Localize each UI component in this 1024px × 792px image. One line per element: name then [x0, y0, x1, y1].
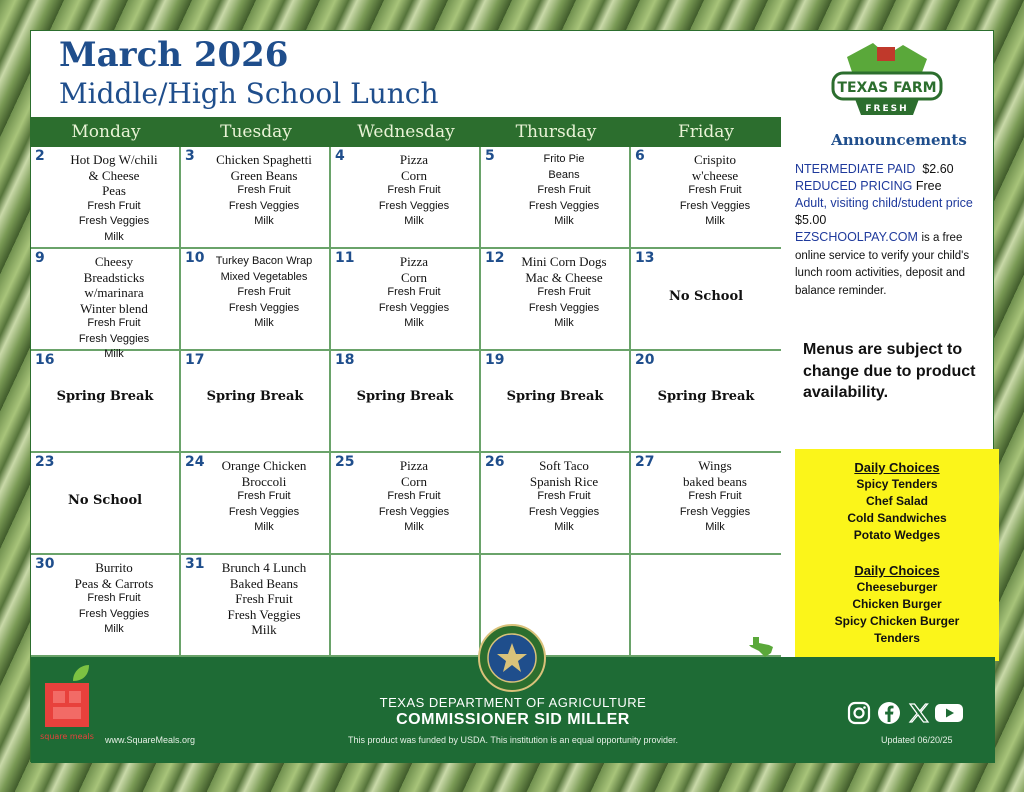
menu-item: Fresh Veggies — [228, 301, 300, 314]
menu-item: Fresh Fruit — [87, 592, 141, 604]
day-cell — [31, 351, 181, 453]
menu-item: Turkey Bacon Wrap — [215, 255, 313, 267]
spring-break-label: Spring Break — [506, 389, 604, 404]
menu-item: Fresh Fruit — [235, 591, 293, 606]
day-cell — [481, 453, 631, 555]
menu-item: Spanish Rice — [529, 473, 599, 489]
day-number: 12 — [485, 250, 505, 266]
adult-label: Adult, visiting child/student price — [795, 196, 973, 210]
day-cell — [481, 351, 631, 453]
menu-item: Burrito — [95, 560, 133, 575]
menu-item: Fresh Fruit — [537, 184, 591, 196]
menu-item: Fresh Veggies — [228, 505, 300, 518]
menu-item: Green Beans — [230, 167, 298, 183]
menu-item: w/marinara — [84, 285, 144, 300]
weekday-wednesday: Wednesday — [357, 122, 455, 142]
menu-item: Mac & Cheese — [525, 269, 603, 285]
daily-choices-heading: Daily Choices — [854, 460, 940, 475]
daily-choices-heading: Daily Choices — [854, 563, 940, 578]
weekday-monday: Monday — [71, 122, 141, 142]
menu-item: Fresh Fruit — [688, 490, 742, 502]
menu-item: Fresh Fruit — [688, 184, 742, 196]
svg-text:square meals: square meals — [40, 732, 94, 741]
daily-choice-item: Cold Sandwiches — [847, 511, 947, 525]
menu-item: Pizza — [399, 254, 429, 269]
menu-items — [503, 254, 625, 332]
spring-break-label: Spring Break — [657, 389, 755, 404]
day-number: 25 — [335, 454, 355, 470]
intermediate-label: NTERMEDIATE PAID — [795, 162, 916, 176]
day-number: 16 — [35, 352, 55, 368]
day-cell — [631, 249, 781, 351]
menu-item: Crispito — [694, 152, 736, 167]
day-number: 6 — [635, 148, 645, 164]
menu-item: Fresh Veggies — [679, 505, 751, 518]
instagram-icon[interactable] — [847, 701, 871, 725]
menu-item: Milk — [554, 317, 574, 329]
day-cell — [181, 351, 331, 453]
menu-item: Winter blend — [80, 300, 148, 316]
menu-items — [503, 152, 625, 230]
day-number: 20 — [635, 352, 655, 368]
day-number: 27 — [635, 454, 655, 470]
footer — [31, 657, 995, 763]
texas-state-icon — [747, 635, 775, 659]
menu-item: Fresh Veggies — [78, 332, 150, 345]
squaremeals-url[interactable]: www.SquareMeals.org — [105, 735, 196, 745]
day-cell — [331, 453, 481, 555]
menu-item: Milk — [705, 215, 725, 227]
day-cell — [181, 249, 331, 351]
day-number: 4 — [335, 148, 345, 164]
reduced-label: REDUCED PRICING — [795, 179, 913, 193]
agency-name: TEXAS DEPARTMENT OF AGRICULTURE — [379, 695, 647, 710]
adult-price: $5.00 — [795, 213, 827, 227]
menu-item: Fresh Veggies — [378, 505, 450, 518]
menu-item: Fresh Fruit — [87, 199, 141, 212]
day-cell — [31, 555, 181, 657]
x-icon[interactable] — [907, 701, 931, 725]
menu-item: Pizza — [399, 458, 429, 473]
menu-item: Frito Pie — [543, 153, 585, 165]
menu-item: Breadsticks — [83, 269, 145, 285]
menu-items — [653, 152, 777, 230]
menu-item: Corn — [401, 167, 427, 183]
no-school-label: No School — [668, 289, 744, 304]
menu-item: Milk — [404, 317, 424, 329]
menu-item: Chicken Spaghetti — [216, 152, 312, 167]
spring-break-label: Spring Break — [206, 389, 304, 404]
menu-items — [653, 458, 777, 536]
day-number: 18 — [335, 352, 355, 368]
reduced-value: Free — [915, 179, 942, 193]
svg-text:TEXAS FARM: TEXAS FARM — [837, 80, 937, 96]
facebook-icon[interactable] — [877, 701, 901, 725]
menu-item: Fresh Fruit — [387, 286, 441, 298]
menu-items — [503, 458, 625, 536]
menu-item: Fresh Veggies — [228, 199, 300, 212]
menu-item: Peas — [102, 183, 126, 198]
day-cell — [481, 147, 631, 249]
menu-item: Fresh Veggies — [528, 301, 600, 314]
day-cell — [331, 147, 481, 249]
daily-choice-item: Spicy Chicken Burger — [834, 614, 960, 628]
menu-item: Fresh Veggies — [78, 607, 150, 620]
day-cell — [331, 555, 481, 657]
menu-item: Milk — [104, 348, 124, 360]
day-cell — [181, 453, 331, 555]
menu-item: Pizza — [399, 152, 429, 167]
menu-item: Fresh Veggies — [528, 505, 600, 518]
day-cell — [631, 147, 781, 249]
menu-item: Fresh Veggies — [227, 606, 301, 622]
menu-items — [203, 560, 325, 638]
menu-items — [203, 458, 325, 536]
day-cell — [631, 351, 781, 453]
day-cell — [31, 147, 181, 249]
calendar-grid — [31, 147, 781, 657]
menu-item: Baked Beans — [229, 575, 299, 591]
day-number: 3 — [185, 148, 195, 164]
menu-item: Cheesy — [94, 254, 134, 269]
menu-item: Milk — [554, 215, 574, 227]
commissioner-name: COMMISSIONER SID MILLER — [396, 711, 630, 728]
menu-items — [53, 254, 175, 363]
daily-choice-item: Spicy Tenders — [856, 477, 938, 491]
menu-item: Fresh Veggies — [528, 199, 600, 212]
announcements-title: Announcements — [831, 131, 967, 149]
menu-item: w'cheese — [691, 167, 739, 183]
menu-item: Brunch 4 Lunch — [221, 560, 307, 575]
weekday-header — [31, 117, 781, 147]
youtube-icon[interactable] — [937, 701, 961, 725]
day-number: 2 — [35, 148, 45, 164]
menu-item: Orange Chicken — [221, 458, 307, 473]
menu-item: Fresh Fruit — [237, 490, 291, 502]
menu-item: Milk — [254, 215, 274, 227]
funding-disclaimer: This product was funded by USDA. This institution is an equal opportunity provider. — [347, 735, 678, 745]
day-number: 31 — [185, 556, 205, 572]
daily-choices-box — [795, 449, 999, 661]
day-cell — [631, 453, 781, 555]
menu-items — [203, 254, 325, 332]
lunch-menu-page — [30, 30, 994, 762]
day-number: 24 — [185, 454, 205, 470]
menu-item: Milk — [104, 623, 124, 635]
daily-choice-item: Cheeseburger — [856, 580, 938, 594]
day-number: 26 — [485, 454, 505, 470]
menu-item: Broccoli — [241, 473, 287, 489]
menu-item: Fresh Fruit — [537, 286, 591, 298]
menu-item: Fresh Fruit — [387, 490, 441, 502]
menu-item: Milk — [104, 230, 124, 243]
daily-choice-item: Potato Wedges — [853, 528, 941, 542]
page-title: March 2026 — [59, 35, 289, 75]
day-cell — [31, 453, 181, 555]
updated-date: Updated 06/20/25 — [881, 735, 953, 745]
menu-item: Milk — [705, 521, 725, 533]
menu-item: Mixed Vegetables — [220, 270, 308, 283]
weekday-friday: Friday — [678, 122, 734, 142]
menu-items — [203, 152, 325, 230]
menu-item: Beans — [548, 168, 580, 181]
svg-text:FRESH: FRESH — [865, 104, 909, 114]
day-number: 5 — [485, 148, 495, 164]
menu-item: Milk — [404, 521, 424, 533]
day-number: 30 — [35, 556, 55, 572]
menu-item: Milk — [251, 622, 277, 637]
menu-item: Fresh Veggies — [78, 215, 150, 227]
menu-change-note: Menus are subject to change due to product availability. — [803, 341, 976, 401]
menu-item: Milk — [254, 317, 274, 329]
menu-items — [53, 560, 175, 638]
menu-items — [353, 458, 475, 536]
daily-choice-item: Chef Salad — [865, 494, 928, 508]
day-number: 17 — [185, 352, 205, 368]
day-cell — [331, 249, 481, 351]
weekday-tuesday: Tuesday — [220, 122, 292, 142]
calendar — [31, 117, 781, 657]
menu-item: Soft Taco — [539, 458, 589, 473]
menu-item: & Cheese — [88, 167, 140, 183]
texas-farm-fresh-logo — [825, 39, 949, 123]
page-subtitle: Middle/High School Lunch — [59, 77, 439, 110]
menu-item: baked beans — [683, 473, 747, 489]
day-cell — [481, 249, 631, 351]
menu-item: Corn — [401, 269, 427, 285]
daily-choice-item: Tenders — [874, 631, 920, 645]
menu-item: Mini Corn Dogs — [521, 254, 607, 269]
menu-item: Wings — [698, 458, 732, 473]
menu-item: Fresh Fruit — [237, 184, 291, 196]
daily-choice-item: Chicken Burger — [852, 597, 942, 611]
menu-item: Fresh Veggies — [378, 301, 450, 314]
day-cell — [181, 147, 331, 249]
day-cell — [331, 351, 481, 453]
ezschoolpay-description: is a free online service to verify your child's lunch room activities, deposit and balance reminder. — [795, 232, 970, 297]
menu-items — [353, 152, 475, 230]
department-seal-icon — [477, 623, 547, 693]
menu-item: Peas & Carrots — [74, 575, 154, 591]
intermediate-price: $2.60 — [922, 162, 954, 176]
menu-item: Fresh Veggies — [378, 199, 450, 212]
menu-item: Fresh Fruit — [237, 286, 291, 298]
menu-item: Fresh Fruit — [537, 490, 591, 502]
day-cell — [181, 555, 331, 657]
menu-item: Hot Dog W/chili — [70, 152, 158, 167]
ezschoolpay-link[interactable]: EZSCHOOLPAY.COM — [795, 230, 918, 244]
day-number: 19 — [485, 352, 505, 368]
menu-item: Milk — [554, 521, 574, 533]
menu-items — [353, 254, 475, 332]
weekday-thursday: Thursday — [515, 122, 597, 142]
menu-item: Milk — [254, 521, 274, 533]
no-school-label: No School — [67, 493, 143, 508]
menu-item: Fresh Veggies — [679, 199, 751, 212]
menu-items — [53, 152, 175, 245]
announcements-body — [795, 161, 995, 299]
day-number: 11 — [335, 250, 355, 266]
menu-item: Fresh Fruit — [87, 317, 141, 329]
menu-item: Corn — [401, 473, 427, 489]
day-number: 13 — [635, 250, 655, 266]
spring-break-label: Spring Break — [356, 389, 454, 404]
menu-item: Milk — [404, 215, 424, 227]
day-number: 23 — [35, 454, 55, 470]
day-number: 9 — [35, 250, 45, 266]
social-icons — [847, 701, 961, 725]
day-number: 10 — [185, 250, 205, 266]
spring-break-label: Spring Break — [56, 389, 154, 404]
menu-item: Fresh Fruit — [387, 184, 441, 196]
